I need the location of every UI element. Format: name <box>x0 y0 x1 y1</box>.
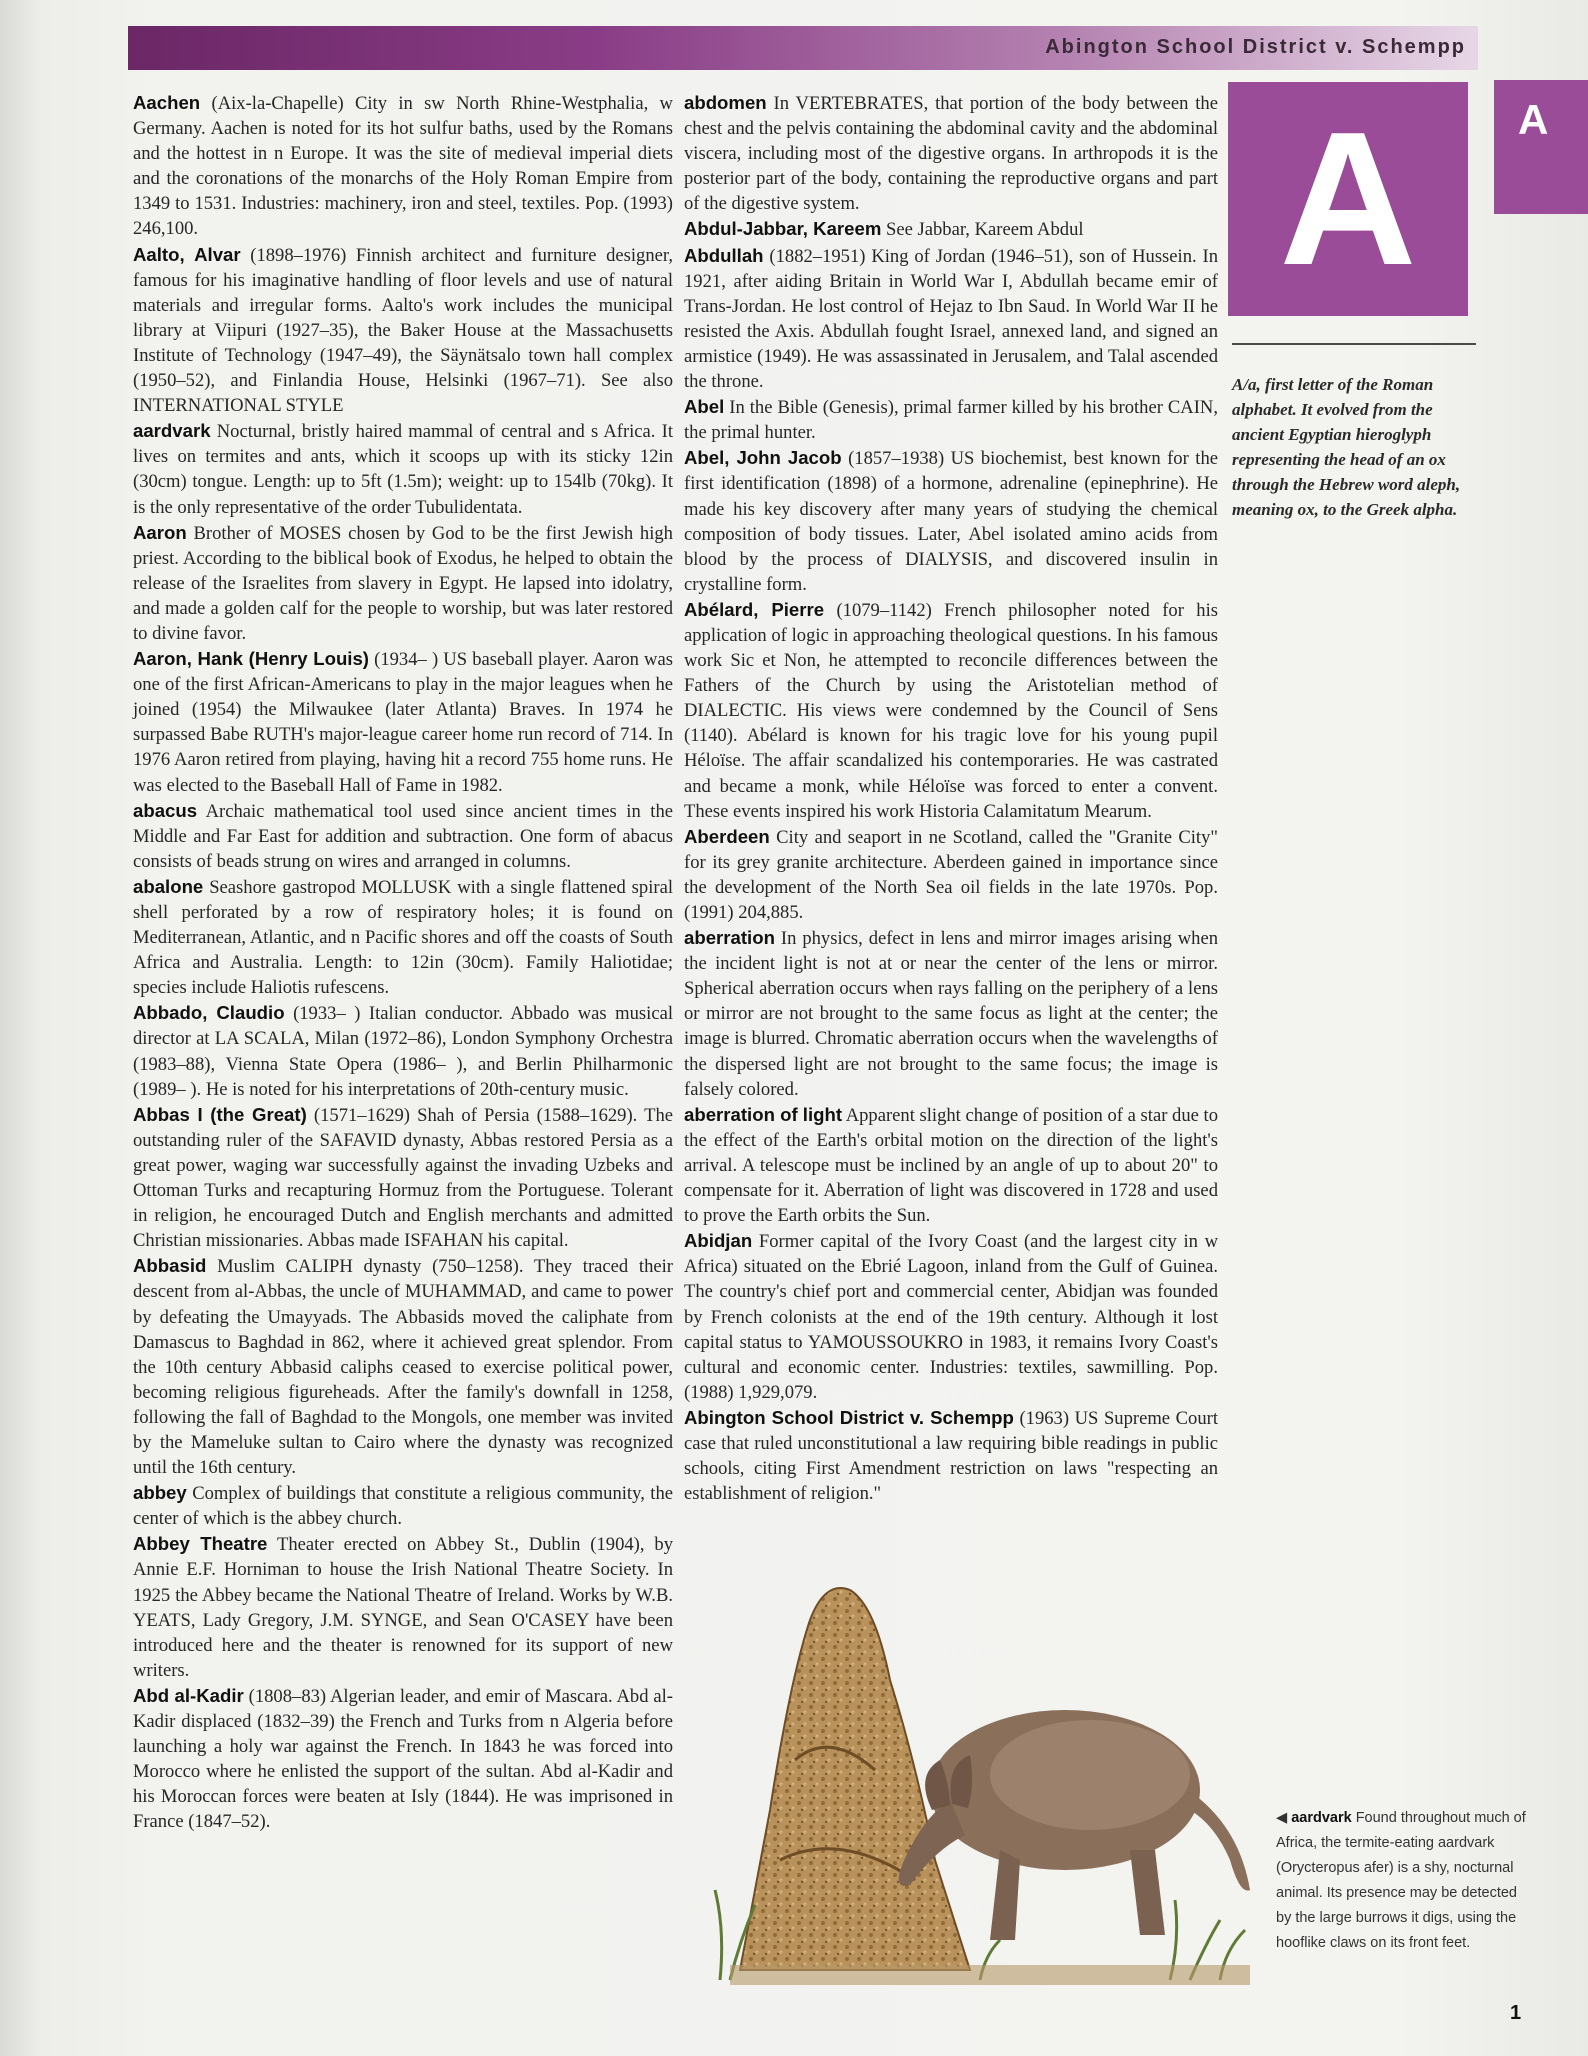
definition: Brother of MOSES chosen by God to be the first Jewish high priest. According to the biblical book of Exodus, he helped to obtain the release of the Israelites from slavery in Egypt. He lapsed into idolatry, and made a golden calf for the people to worship, but was later restored to divine favor. <box>133 522 673 644</box>
definition: Complex of buildings that constitute a religious community, the center of which is the abbey church. <box>133 1483 673 1530</box>
entry-abbas <box>133 1102 673 1254</box>
entry-abel-john-jacob <box>684 445 1218 597</box>
entry-aalto <box>133 242 673 419</box>
definition: (1079–1142) French philosopher noted for his application of logic in approaching theological questions. In his famous work Sic et Non, he attempted to reconcile differences between the Fathers of the Church by using the Aristotelian method of DIALECTIC. His views were condemned by the Council of Sens (1140). Abélard is known for his tragic love for his young pupil Héloïse. The affair scandalized his contemporaries. He was castrated and became a monk, while Héloïse was forced to enter a convent. These events inspired his work Historia Calamitatum Mearum. <box>684 599 1218 822</box>
definition: (1857–1938) US biochemist, best known for the first identification (1898) of a hormone, adrenaline (epinephrine). He made his key discovery after many years of studying the chemical composition of body tissues. Later, Abel isolated amino acids from blood by the process of DIALYSIS, and discovered insulin in crystalline form. <box>684 448 1218 595</box>
page-number: 1 <box>1510 2002 1522 2024</box>
column-1 <box>133 90 673 1834</box>
headword: abdomen <box>684 92 767 113</box>
entry-abacus <box>133 798 673 874</box>
caption-headword: aardvark <box>1291 1810 1352 1826</box>
headword: abbey <box>133 1482 187 1504</box>
illustration-caption <box>1276 1806 1526 1956</box>
caption-text: Found throughout much of Africa, the termite-eating aardvark (Orycteropus afer) is a shy, nocturnal animal. Its presence may be detected by the large burrows it digs, using the hooflike claws on its front feet. <box>1276 1810 1526 1951</box>
headword: aberration of light <box>684 1103 843 1125</box>
entry-abalone <box>133 874 673 1000</box>
entry-aaron-hank <box>133 646 673 798</box>
caption-arrow-icon: ◀ <box>1276 1810 1288 1826</box>
entry-abbey <box>133 1480 673 1531</box>
definition: Nocturnal, bristly haired mammal of central and s Africa. It lives on termites and ants, which it scoops up with its sticky 12in (30cm) tongue. Length: up to 5ft (1.5m); weight: up to 154lb (70kg). It is the only representative of the order Tubulidentata. <box>133 421 673 518</box>
column-2 <box>684 90 1218 1506</box>
headword: Abélard, Pierre <box>684 598 825 620</box>
headword: Abbado, Claudio <box>133 1002 285 1024</box>
definition: (1933– ) Italian conductor. Abbado was musical director at LA SCALA, Milan (1972–86), London Symphony Orchestra (1983–88), Vienna State Opera (1986– ), and Berlin Philharmonic (1989– ). He is noted for his interpretations of 20th-century music. <box>133 1003 673 1100</box>
entry-abbasid <box>133 1253 673 1480</box>
section-letter: A <box>1279 93 1417 305</box>
entry-abd-al-kadir <box>133 1683 673 1835</box>
entry-aberration <box>684 925 1218 1102</box>
definition: (1571–1629) Shah of Persia (1588–1629). The outstanding ruler of the SAFAVID dynasty, Abbas restored Persia as a great power, waging war successfully against the invading Uzbeks and Ottoman Turks and recapturing Hormuz from the Portuguese. Tolerant in religion, he encouraged Dutch and English merchants and admitted Christian missionaries. Abbas made ISFAHAN his capital. <box>133 1104 673 1252</box>
entry-abington <box>684 1405 1218 1506</box>
definition: Muslim CALIPH dynasty (750–1258). They traced their descent from al-Abbas, the uncle of MUHAMMAD, and came to power by defeating the Umayyads. The Abbasids moved the caliphate from Damascus to Baghdad in 862, where it achieved great splendor. From the 10th century Abbasid caliphs ceased to exercise political power, becoming religious figureheads. After the family's downfall in 1258, following the fall of Baghdad to the Mongols, one member was invited by the Mameluke sultan to Cairo where the dynasty was recognized until the 16th century. <box>133 1256 673 1479</box>
entry-abbado <box>133 1000 673 1101</box>
definition: (1963) US Supreme Court case that ruled unconstitutional a law requiring bible readings in public schools, citing First Amendment restriction on laws "respecting an establishment of religion." <box>684 1407 1218 1505</box>
headword: Abbas I (the Great) <box>133 1103 307 1125</box>
entry-aberdeen <box>684 824 1218 925</box>
entry-abdul-jabbar <box>684 216 1218 242</box>
entry-aaron <box>133 520 673 646</box>
entry-abelard <box>684 597 1218 824</box>
entry-abbey-theatre <box>133 1531 673 1683</box>
headword: abalone <box>133 875 204 897</box>
headword: aberration <box>684 927 775 949</box>
entry-aardvark <box>133 418 673 519</box>
headword: Abington School District v. Schempp <box>684 1406 1014 1428</box>
entry-abidjan <box>684 1228 1218 1405</box>
side-note: A/a, first letter of the Roman alphabet. It evolved from the ancient Egyptian hieroglyph representing the head of an ox through the Hebrew word aleph, meaning ox, to the Greek alpha. <box>1232 375 1461 519</box>
entry-abdullah <box>684 243 1218 395</box>
entry-abel <box>684 394 1218 445</box>
headword: Abbasid <box>133 1255 207 1277</box>
definition: See Jabbar, Kareem Abdul <box>886 219 1084 241</box>
headword: Abdul-Jabbar, Kareem <box>684 218 882 240</box>
headword: Aberdeen <box>684 825 770 847</box>
thumb-tab[interactable] <box>1494 80 1588 214</box>
thumb-tab-letter: A <box>1518 96 1549 143</box>
definition: Archaic mathematical tool used since ancient times in the Middle and Far East for addition and subtraction. One form of abacus consists of beads strung on wires and arranged in columns. <box>133 800 673 872</box>
definition: Theater erected on Abbey St., Dublin (1904), by Annie E.F. Horniman to house the Irish National Theatre Society. In 1925 the Abbey became the National Theatre of Ireland. Works by W.B. YEATS, Lady Gregory, J.M. SYNGE, and Sean O'CASEY have been introduced here and the theater is renowned for its support of new writers. <box>133 1534 674 1681</box>
running-head: Abington School District v. Schempp <box>1045 36 1466 58</box>
headword: Abbey Theatre <box>133 1533 268 1555</box>
definition: In physics, defect in lens and mirror images arising when the incident light is not at or near the center of the lens or mirror. Spherical aberration occurs when rays falling on the periphery of a lens or mirror are not brought to the same focus as light at the center; the image is blurred. Chromatic aberration occurs when the wavelengths of the dispersed light are not brought to the same focus; the image is falsely colored. <box>684 928 1218 1100</box>
headword: abacus <box>133 799 198 821</box>
aardvark-icon <box>899 1710 1250 1940</box>
definition: (1934– ) US baseball player. Aaron was one of the first African-Americans to play in the major leagues when he joined (1954) the Milwaukee (later Atlanta) Braves. In 1974 he surpassed Babe RUTH's major-league career home run record of 714. In 1976 Aaron retired from playing, having hit a record 755 home runs. He was elected to the Baseball Hall of Fame in 1982. <box>133 649 673 796</box>
definition: (1808–83) Algerian leader, and emir of Mascara. Abd al-Kadir displaced (1832–39) the French and Turks from n Algeria before launching a holy war against the French. In 1843 he was forced into Morocco where he enlisted the support of the sultan. Abd al-Kadir and his Moroccan forces were beaten at Isly (1844). He was imprisoned in France (1847–52). <box>133 1685 673 1833</box>
definition: (Aix-la-Chapelle) City in sw North Rhine-Westphalia, w Germany. Aachen is noted for its hot sulfur baths, used by the Romans and the hottest in n Europe. It was the site of medieval imperial diets and the coronations of the monarchs of the Holy Roman Empire from 1349 to 1531. Industries: machinery, iron and steel, textiles. Pop. (1993) 246,100. <box>133 93 673 240</box>
section-letter-box <box>1228 82 1468 316</box>
definition: Former capital of the Ivory Coast (and the largest city in w Africa) situated on the Ebrié Lagoon, inland from the Gulf of Guinea. The country's chief port and commercial center, Abidjan was founded by French colonists at the end of the 19th century. Although it lost capital status to YAMOUSSOUKRO in 1983, it remains Ivory Coast's cultural and economic center. Industries: textiles, sawmilling. Pop. (1988) 1,929,079. <box>684 1231 1218 1403</box>
headword: Abd al-Kadir <box>133 1684 244 1706</box>
headword: aardvark <box>133 420 211 442</box>
side-note-rule <box>1232 343 1476 345</box>
headword: Abdullah <box>684 244 764 266</box>
definition: City and seaport in ne Scotland, called the "Granite City" for its grey granite architecture. Aberdeen gained in importance since the development of the North Sea oil fields in the late 1970s. Pop. (1991) 204,885. <box>684 826 1218 923</box>
definition: In VERTEBRATES, that portion of the body between the chest and the pelvis containing the abdominal cavity and the abdominal viscera, including most of the digestive organs. In arthropods it is the posterior part of the body, containing the reproductive organs and part of the digestive system. <box>684 93 1218 215</box>
entry-aachen <box>133 90 673 242</box>
entry-abdomen <box>684 90 1218 216</box>
definition: Apparent slight change of position of a star due to the effect of the Earth's orbital motion on the direction of the light's arrival. A telescope must be inclined by an angle of up to about 20" to compensate for it. Aberration of light was discovered in 1728 and used to prove the Earth orbits the Sun. <box>684 1104 1219 1227</box>
entry-aberration-of-light <box>684 1102 1218 1228</box>
headword: Abel, John Jacob <box>684 447 842 469</box>
aardvark-illustration <box>700 1560 1260 1990</box>
definition: Seashore gastropod MOLLUSK with a single flattened spiral shell perforated by a row of respiratory holes; it is found on Mediterranean, Atlantic, and n Pacific shores and off the coasts of South Africa and Australia. Length: to 12in (30cm). Family Haliotidae; species include Haliotis rufescens. <box>133 876 673 999</box>
headword: Aaron, Hank (Henry Louis) <box>133 648 369 670</box>
definition: (1882–1951) King of Jordan (1946–51), son of Hussein. In 1921, after aiding Britain in World War I, Abdullah became emir of Trans-Jordan. He lost control of Hejaz to Ibn Saud. In World War II he resisted the Axis. Abdullah fought Israel, annexed land, and signed an armistice (1949). He was assassinated in Jerusalem, and Talal ascended the throne. <box>684 245 1218 393</box>
headword: Aachen <box>133 92 201 113</box>
definition: (1898–1976) Finnish architect and furniture designer, famous for his imaginative handling of floor levels and use of natural materials and irregular forms. Aalto's work includes the municipal library at Viipuri (1927–35), the Baker House at the Massachusetts Institute of Technology (1947–49), the Säynätsalo town hall complex (1950–52), and Finlandia House, Helsinki (1967–71). See also INTERNATIONAL STYLE <box>133 244 674 417</box>
definition: In the Bible (Genesis), primal farmer killed by his brother CAIN, the primal hunter. <box>684 397 1218 444</box>
headword: Aalto, Alvar <box>133 243 241 265</box>
headword: Abidjan <box>684 1230 753 1252</box>
headword: Aaron <box>133 521 187 543</box>
headword: Abel <box>684 396 725 418</box>
